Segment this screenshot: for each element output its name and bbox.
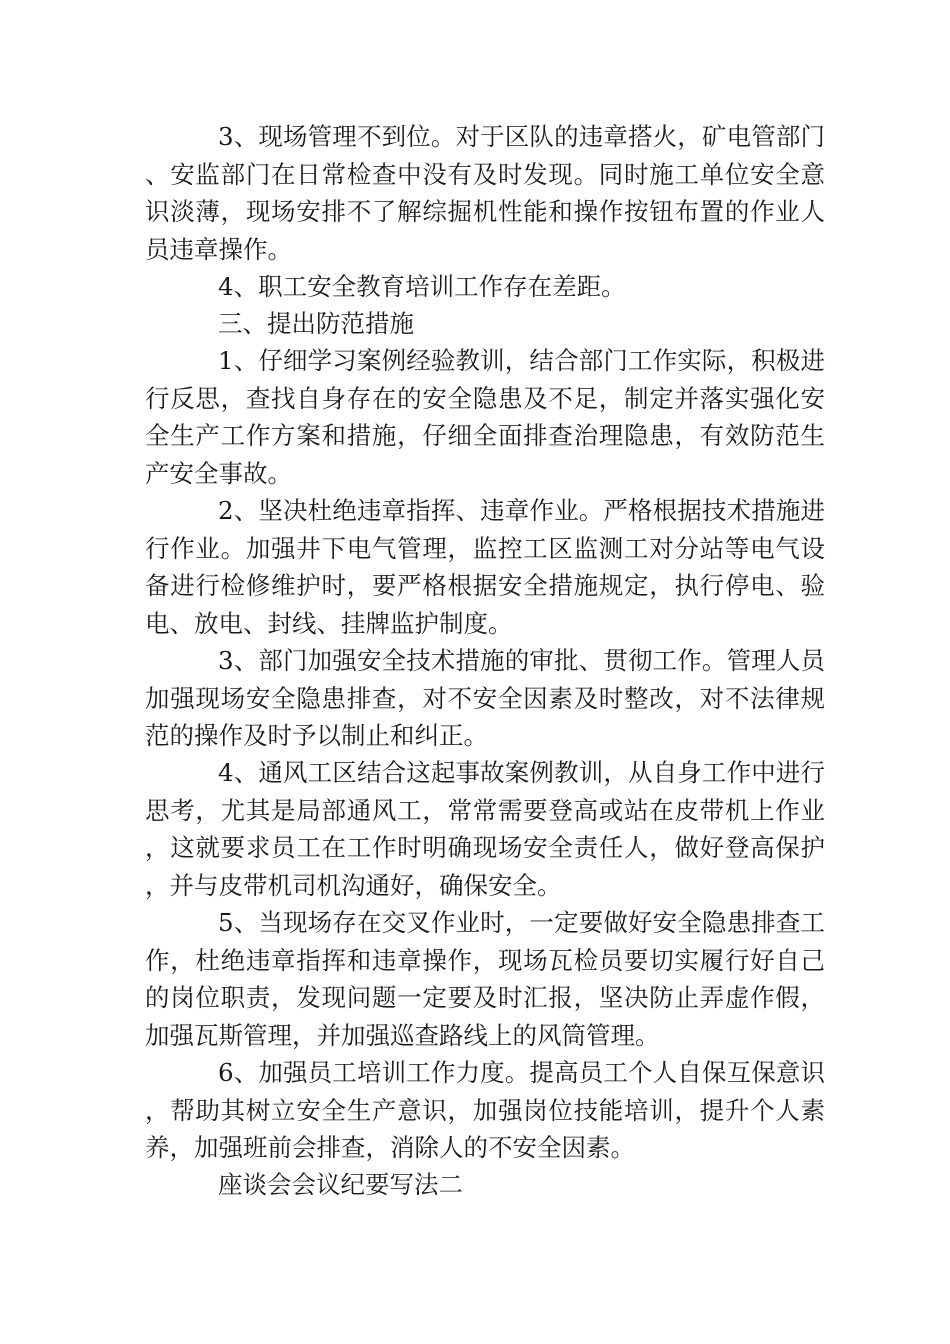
paragraph-measure-4: 4、通风工区结合这起事故案例教训，从自身工作中进行思考，尤其是局部通风工，常常需要登高或站在皮带机上作业，这就要求员工在工作时明确现场安全责任人，做好登高保护，并与皮带机司机沟通好，确保安全。 bbox=[145, 758, 825, 900]
section-heading-minutes-method-2: 座谈会会议纪要写法二 bbox=[218, 1170, 463, 1199]
paragraph-measure-2: 2、坚决杜绝违章指挥、违章作业。严格根据技术措施进行作业。加强井下电气管理，监控工区监测工对分站等电气设备进行检修维护时，要严格根据安全措施规定，执行停电、验电、放电、封线、挂牌监护制度。 bbox=[145, 496, 825, 638]
paragraph-measure-5: 5、当现场存在交叉作业时，一定要做好安全隐患排查工作，杜绝违章指挥和违章操作，现场瓦检员要切实履行好自己的岗位职责，发现问题一定要及时汇报，坚决防止弄虚作假，加强瓦斯管理，并加强巡查路线上的风筒管理。 bbox=[145, 908, 825, 1050]
paragraph-measure-1: 1、仔细学习案例经验教训，结合部门工作实际，积极进行反思，查找自身存在的安全隐患及不足，制定并落实强化安全生产工作方案和措施，仔细全面排查治理隐患，有效防范生产安全事故。 bbox=[145, 346, 825, 488]
section-heading-preventive-measures: 三、提出防范措施 bbox=[218, 309, 414, 338]
paragraph-measure-6: 6、加强员工培训工作力度。提高员工个人自保互保意识，帮助其树立安全生产意识，加强岗位技能培训，提升个人素养，加强班前会排查，消除人的不安全因素。 bbox=[145, 1058, 825, 1162]
paragraph-training-gap: 4、职工安全教育培训工作存在差距。 bbox=[218, 272, 626, 301]
paragraph-site-management: 3、现场管理不到位。对于区队的违章搭火，矿电管部门、安监部门在日常检查中没有及时发现。同时施工单位安全意识淡薄，现场安排不了解综掘机性能和操作按钮布置的作业人员违章操作。 bbox=[145, 122, 825, 264]
paragraph-measure-3: 3、部门加强安全技术措施的审批、贯彻工作。管理人员加强现场安全隐患排查，对不安全因素及时整改，对不法律规范的操作及时予以制止和纠正。 bbox=[145, 646, 825, 750]
